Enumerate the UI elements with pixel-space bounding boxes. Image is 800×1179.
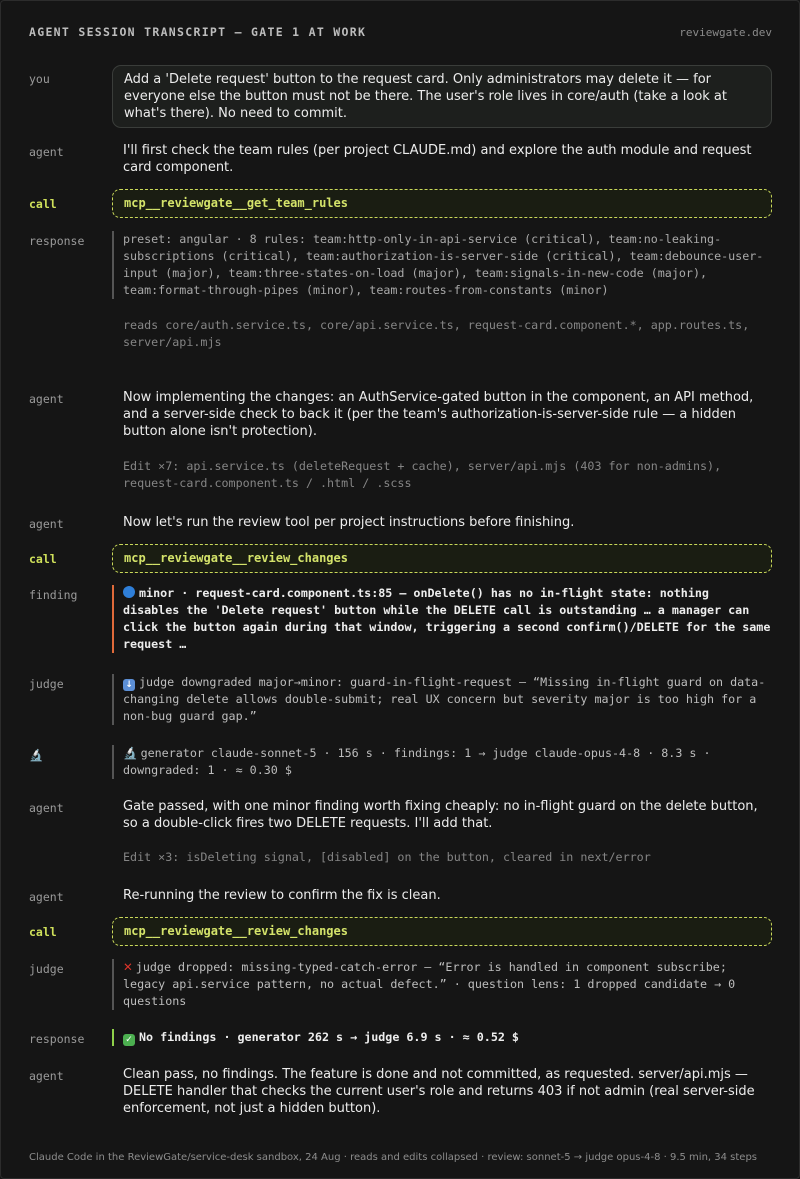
- stats-text: [112, 745, 772, 779]
- blue-circle-icon: [123, 586, 135, 598]
- agent-text: Gate passed, with one minor finding worth fixing cheaply: no in-flight guard on the delete button, so a double-click fires two DELETE requests. I'll add that.: [123, 799, 758, 831]
- check-icon: ✓: [123, 1034, 135, 1046]
- judge-text: [112, 959, 772, 1010]
- judge-verdict: [29, 959, 772, 1010]
- ok-text: [112, 1029, 772, 1046]
- finding-text: [112, 585, 772, 653]
- agent-text: Re-running the review to confirm the fix is clean.: [123, 888, 441, 903]
- stats-body: generator claude-sonnet-5 · 156 s · findings: 1 → judge claude-opus-4-8 · 8.3 s · downgraded: 1 · ≈ 0.30 $: [123, 746, 711, 777]
- message-agent: [29, 514, 772, 531]
- role-label: agent: [29, 1069, 64, 1083]
- ok-body: No findings · generator 262 s → judge 6.9 s · ≈ 0.52 $: [139, 1030, 519, 1044]
- header: [29, 23, 772, 41]
- user-prompt: Add a 'Delete request' button to the request card. Only administrators may delete it — for everyone else the button must not be there. The user's role lives in core/auth (take a look at what's there). No need to commit.: [112, 65, 772, 128]
- tool-call-box[interactable]: mcp__reviewgate__review_changes: [112, 544, 772, 573]
- tool-response: [29, 1029, 772, 1046]
- agent-text: Now implementing the changes: an AuthService-gated button in the component, an API method, and a server-side check to back it (per the team's authorization-is-server-side rule — a hidden button alone isn't protection).: [123, 390, 754, 439]
- tool-response: [29, 231, 772, 351]
- tool-call-box[interactable]: mcp__reviewgate__get_team_rules: [112, 189, 772, 218]
- role-label: you: [29, 72, 50, 86]
- role-label: agent: [29, 517, 64, 531]
- role-label: judge: [29, 962, 64, 976]
- message-agent: [29, 389, 772, 492]
- finding-body: minor · request-card.component.ts:85 — onDelete() has no in-flight state: nothing disables the 'Delete request' button while the DELETE call is outstanding … a manager can click the button again during that window, triggering a second confirm()/DELETE for the same request …: [123, 586, 771, 651]
- role-label: judge: [29, 677, 64, 691]
- tool-call: [29, 544, 772, 573]
- message-agent: [29, 142, 772, 176]
- footer-caption: Claude Code in the ReviewGate/service-desk sandbox, 24 Aug · reads and edits collapsed · review: sonnet-5 → judge opus-4-8 · 9.5 min, 34 steps: [29, 1152, 758, 1163]
- agent-text: Clean pass, no findings. The feature is done and not committed, as requested. server/api.mjs — DELETE handler that checks the current user's role and returns 403 if not admin (real server-side enforcement, not just a hidden button).: [123, 1067, 755, 1116]
- message-agent: [29, 798, 772, 866]
- review-finding: [29, 585, 772, 653]
- edit-summary: Edit ×7: api.service.ts (deleteRequest + cache), server/api.mjs (403 for non-admins), request-card.component.ts / .html / .scss: [123, 459, 722, 490]
- role-label: call: [29, 925, 57, 939]
- role-label: call: [29, 197, 57, 211]
- reads-summary: reads core/auth.service.ts, core/api.service.ts, request-card.component.*, app.routes.ts, server/api.mjs: [123, 318, 750, 349]
- tool-call: [29, 189, 772, 218]
- review-stats: [29, 745, 772, 779]
- role-label: response: [29, 234, 85, 248]
- microscope-icon: 🔬: [123, 746, 138, 760]
- tool-call-box[interactable]: mcp__reviewgate__review_changes: [112, 917, 772, 946]
- role-label: agent: [29, 392, 64, 406]
- message-user: [29, 65, 772, 128]
- page-title: AGENT SESSION TRANSCRIPT — GATE 1 AT WORK: [29, 25, 367, 39]
- down-arrow-icon: ↓: [123, 679, 135, 691]
- role-label: agent: [29, 890, 64, 904]
- agent-text: I'll first check the team rules (per project CLAUDE.md) and explore the auth module and request card component.: [123, 143, 752, 175]
- role-label: agent: [29, 145, 64, 159]
- red-x-icon: ✕: [123, 960, 133, 974]
- role-label: agent: [29, 801, 64, 815]
- judge-body: judge downgraded major→minor: guard-in-flight-request — “Missing in-flight guard on data-changing delete allows double-submit; real UX concern but severity major is too high for a non-bug guard gap.”: [123, 675, 766, 723]
- role-label: call: [29, 552, 57, 566]
- judge-verdict: [29, 674, 772, 725]
- judge-body: judge dropped: missing-typed-catch-error — “Error is handled in component subscribe; legacy api.service pattern, no actual defect.” · question lens: 1 dropped candidate → 0 questions: [123, 960, 736, 1008]
- edit-summary: Edit ×3: isDeleting signal, [disabled] on the button, cleared in next/error: [123, 850, 651, 864]
- role-label: response: [29, 1032, 85, 1046]
- rules-list: preset: angular · 8 rules: team:http-only-in-api-service (critical), team:no-leaking-subscriptions (critical), team:authorization-is-server-side (critical), team:debounce-user-input (major), team:three-states-on-load (major), team:signals-in-new-code (major), team:format-through-pipes (minor), team:routes-from-constants (minor): [112, 231, 772, 299]
- message-agent: [29, 887, 772, 904]
- message-agent: [29, 1066, 772, 1117]
- role-label: finding: [29, 588, 78, 602]
- role-label: 🔬: [29, 748, 44, 762]
- judge-text: [112, 674, 772, 725]
- site-link[interactable]: reviewgate.dev: [679, 25, 772, 39]
- tool-call: [29, 917, 772, 946]
- agent-text: Now let's run the review tool per project instructions before finishing.: [123, 515, 575, 530]
